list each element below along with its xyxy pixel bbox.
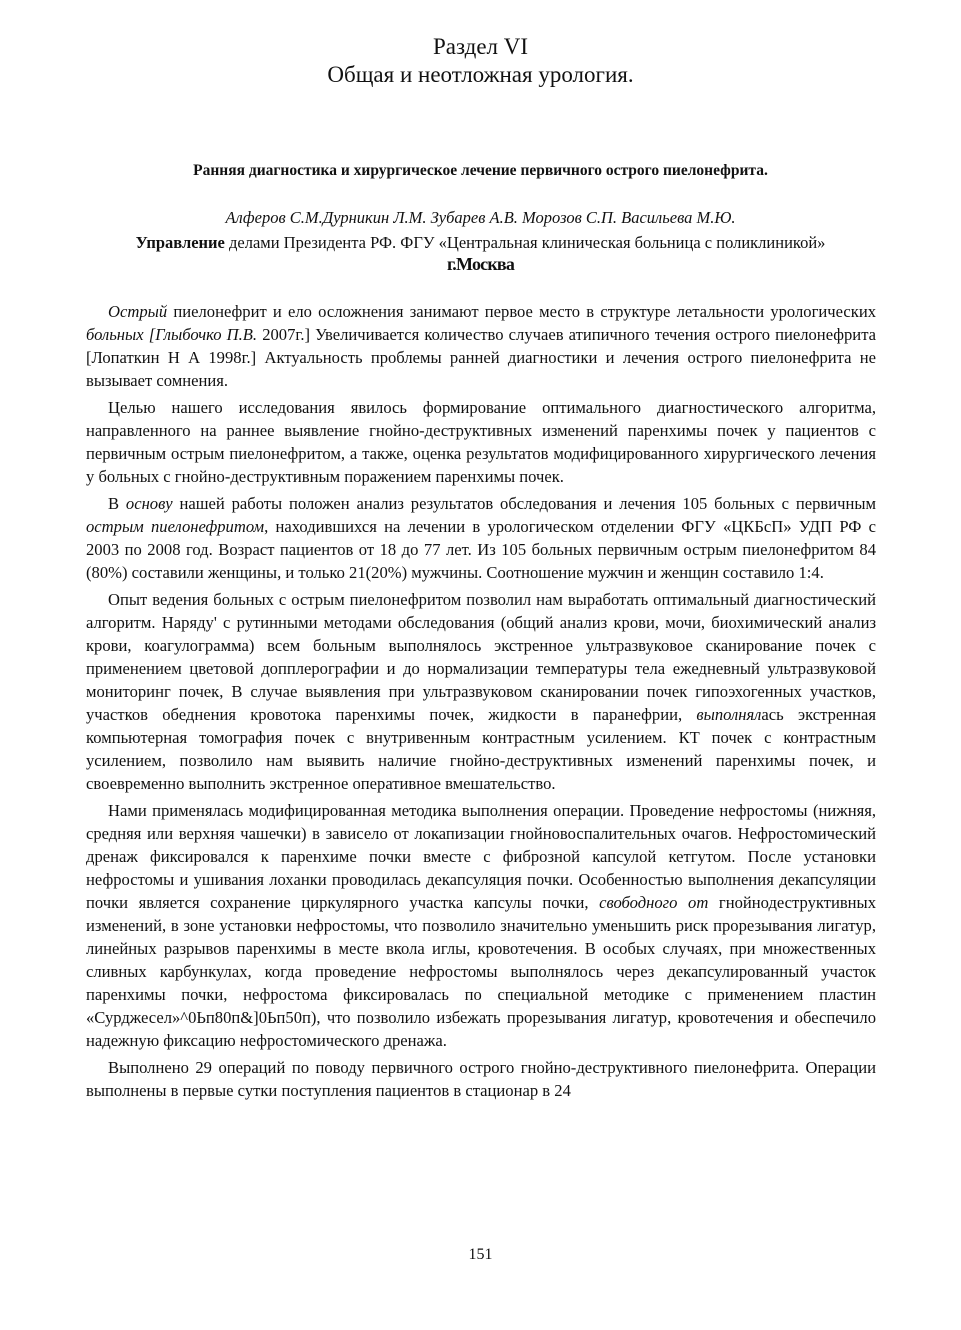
p1-italic-c: больных [Глыбочко П.В.: [86, 325, 258, 344]
p3-text-e: , находившихся на лечении в урологическом отделении ФГУ «ЦКБсП» УДП РФ с 2003 по 2008 год. Возраст пациентов от 18 до 77 лет. Из 105 больных первичным острым пиелонефритом 84 (80%) составили женщины, и только 21(20%) мужчины. Соотношение мужчин и женщин составило 1:4.: [86, 517, 876, 582]
p3-italic-d: острым пиелонефритом: [86, 517, 265, 536]
paragraph-5: [86, 799, 876, 1052]
paragraph-6: Выполнено 29 операций по поводу первичного острого гнойно-деструктивного пиелонефрита. Операции выполнены в первые сутки поступления пациентов в стационар в 24: [86, 1058, 876, 1100]
page-number: 151: [468, 1246, 493, 1263]
paragraph-3: [86, 492, 876, 584]
p3-text-a: В: [108, 494, 126, 513]
p5-text-c: гнойнодеструктивных изменений, в зоне установки нефростомы, что позволило значительно уменьшить риск прорезывания лигатур, линейных разрывов паренхимы в месте вкола иглы, кровотечения. В особых случаях, при множественных сливных карбункулах, когда проведение нефростомы выполнялось через декапсулированный участок паренхимы почки, нефростома фиксировалась по специальной методике с применением пластин «Сурджесел»^0Ьп80п&]0Ьп50п), что позволило избежать прорезывания лигатур, кровотечения и обеспечило надежную фиксацию нефростомического дренажа.: [86, 893, 877, 1050]
affiliation-bold: Управление: [135, 233, 225, 252]
article-title: Ранняя диагностика и хирургическое лечение первичного острого пиелонефрита.: [193, 162, 768, 179]
article-affiliation: [0, 233, 961, 253]
section-title: Общая и неотложная урология.: [327, 62, 634, 87]
article-city: г.Москва: [446, 254, 515, 274]
paragraph-2: Целью нашего исследования явилось формирование оптимального диагностического алгоритма, направленного на раннее выявление гнойно-деструктивных изменений паренхимы почек у пациентов с первичным острым пиелонефритом, а также, оценка результатов модифицированного хирургического лечения у больных с гнойно-деструктивным поражением паренхимы почек.: [86, 398, 876, 486]
paragraph-1: [86, 300, 876, 392]
p5-text-a: Нами применялась модифицированная методика выполнения операции. Проведение нефростомы (нижняя, средняя или верхняя чашечки) в зависело от локапизации гнойновоспалительных очагов. Нефростомический дренаж фиксировался к паренхиме почки вместе с фиброзной капсулой кетгутом. После установки нефростомы и ушивания лоханки проводилась декапсуляция почки. Особенностью выполнения декапсуляции почки является сохранение циркулярного участка капсулы почки,: [86, 801, 876, 912]
p4-text-c: ась экстренная компьютерная томография почек с внутривенным контрастным усилением. КТ почек с контрастным усилением, позволило нам выявить наличие гнойно-деструктивных изменений паренхимы почек, и своевременно выполнить экстренное оперативное вмешательство.: [86, 705, 876, 793]
p4-text-a: Опыт ведения больных с острым пиелонефритом позволил нам выработать оптимальный диагностический алгоритм. Наряду' с рутинными методами обследования (общий анализ крови, мочи, биохимический анализ крови, коагулограмма) всем больным выполнялось экстренное ультразвуковое сканирование почек с применением цветовой допплерографии и до нормализации температуры тела ежедневный ультразвуковой мониторинг почек, В случае выявления при ультразвуковом сканировании почек гипоэхогенных участков, участков обеднения кровотока паренхимы почек, жидкости в паранефрии,: [86, 590, 876, 724]
p1-text-d: 2007г.] Увеличивается количество случаев атипичного течения острого пиелонефрита [Лопаткин Н А 1998г.] Актуальность проблемы ранней диагностики и лечения острого пиелонефрита не вызывает сомнения.: [86, 325, 877, 390]
article-authors: Алферов С.М.Дурникин Л.М. Зубарев А.В. Морозов С.П. Васильева М.Ю.: [225, 208, 736, 227]
affiliation-rest: делами Президента РФ. ФГУ «Центральная клиническая больница с поликлиникой»: [224, 233, 826, 252]
paragraph-4: [86, 588, 876, 795]
section-number: Раздел VI: [432, 34, 529, 59]
p4-italic-b: выполнял: [696, 705, 762, 724]
p3-text-c: нашей работы положен анализ результатов обследования и лечения 105 больных с первичным: [172, 494, 876, 513]
article-body: [86, 300, 876, 1106]
p1-text-b: пиелонефрит и ело осложнения занимают первое место в структуре летальности урологических: [167, 302, 876, 321]
p1-italic-a: Острый: [108, 302, 168, 321]
p5-italic-b: свободного от: [599, 893, 709, 912]
p3-italic-b: основу: [125, 494, 173, 513]
